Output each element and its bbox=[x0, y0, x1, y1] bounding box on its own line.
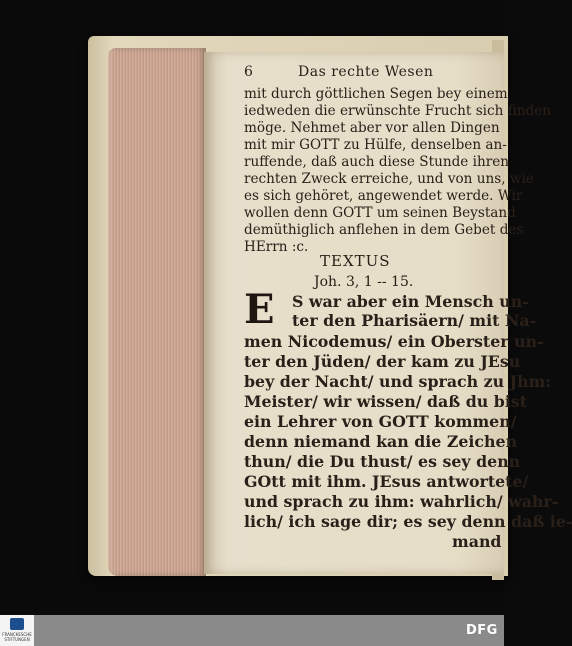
text-line: iedweden die erwünschte Frucht sich finden bbox=[244, 103, 552, 119]
text-line: lich/ ich sage dir; es sey denn daß ie- bbox=[244, 512, 572, 531]
library-logo[interactable] bbox=[0, 615, 34, 646]
text-line: men Nicodemus/ ein Oberster un- bbox=[244, 332, 544, 351]
dfg-logo[interactable]: DFG bbox=[466, 623, 498, 638]
text-line: ein Lehrer von GOTT kommen/ bbox=[244, 412, 517, 431]
text-line: denn niemand kan die Zeichen bbox=[244, 432, 518, 451]
text-line: Meister/ wir wissen/ daß du bist bbox=[244, 392, 528, 411]
scripture-reference: Joh. 3, 1 -- 15. bbox=[314, 274, 414, 290]
text-line: es sich gehöret, angewendet werde. Wir bbox=[244, 188, 523, 204]
text-line: ter den Jüden/ der kam zu JEsu bbox=[244, 352, 521, 371]
library-logo-icon bbox=[10, 618, 24, 630]
text-line: GOtt mit ihm. JEsus antwortete/ bbox=[244, 472, 529, 491]
text-line: mand bbox=[452, 532, 502, 551]
text-line: mit durch göttlichen Segen bey einem bbox=[244, 86, 508, 102]
page-number: 6 bbox=[244, 64, 254, 80]
text-line: thun/ die Du thust/ es sey denn bbox=[244, 452, 521, 471]
text-line: rechten Zweck erreiche, und von uns, wie bbox=[244, 171, 534, 187]
text-line: möge. Nehmet aber vor allen Dingen bbox=[244, 120, 500, 136]
drop-cap: E bbox=[244, 286, 275, 333]
text-line: ter den Pharisäern/ mit Na- bbox=[292, 311, 537, 330]
running-title: Das rechte Wesen bbox=[298, 64, 434, 80]
text-line: ruffende, daß auch diese Stunde ihren bbox=[244, 154, 510, 170]
text-line: demüthiglich anflehen in dem Gebet des bbox=[244, 222, 524, 238]
text-line: wollen denn GOTT um seinen Beystand bbox=[244, 205, 516, 221]
page-header bbox=[244, 64, 494, 84]
viewer-footer-bar bbox=[0, 615, 504, 646]
textus-heading: TEXTUS bbox=[320, 252, 391, 270]
text-line: S war aber ein Mensch un- bbox=[292, 292, 529, 311]
text-line: und sprach zu ihm: wahrlich/ wahr- bbox=[244, 492, 559, 511]
library-logo-text: FRANCKESCHE STIFTUNGEN bbox=[2, 632, 32, 642]
text-line: bey der Nacht/ und sprach zu Jhm: bbox=[244, 372, 552, 391]
page-block-edge bbox=[108, 48, 206, 576]
text-line: mit mir GOTT zu Hülfe, denselben an- bbox=[244, 137, 507, 153]
text-line: HErrn :c. bbox=[244, 239, 309, 255]
